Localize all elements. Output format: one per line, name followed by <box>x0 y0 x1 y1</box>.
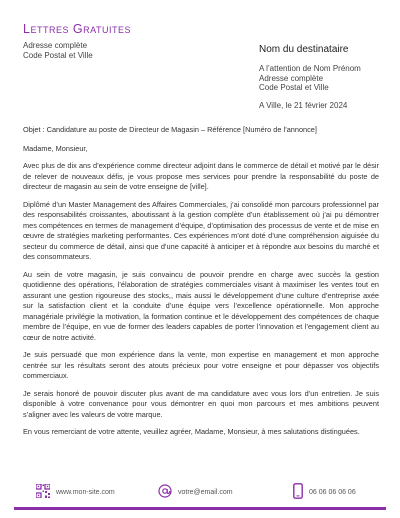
footer-phone <box>293 484 356 500</box>
qr-code-icon <box>36 484 50 500</box>
sender-address-line2: Code Postal et Ville <box>23 50 93 60</box>
recipient-name: Nom du destinataire <box>259 44 349 55</box>
recipient-address <box>259 64 361 93</box>
date-line: A Ville, le 21 février 2024 <box>259 101 348 110</box>
sender-name: Lettres Gratuites <box>23 22 131 36</box>
recipient-attention: A l’attention de Nom Prénom <box>259 64 361 73</box>
email-icon <box>158 484 172 500</box>
sender-address-line1: Adresse complète <box>23 41 88 50</box>
footer-email-text: votre@email.com <box>178 488 233 496</box>
footer-accent-bar <box>14 507 386 510</box>
recipient-address-line2: Code Postal et Ville <box>259 83 329 92</box>
footer-website <box>36 484 115 500</box>
letter-body <box>23 125 379 445</box>
footer-email <box>158 484 233 500</box>
footer-phone-text: 06 06 06 06 06 <box>309 488 356 496</box>
letter-closing: En vous remerciant de votre attente, veuillez agréer, Madame, Monsieur, à mes salutations distinguées. <box>23 427 360 436</box>
recipient-address-line1: Adresse complète <box>259 73 324 83</box>
phone-icon <box>293 483 303 501</box>
sender-address <box>23 41 93 60</box>
letter-subject: Objet : Candidature au poste de Directeur de Magasin – Référence [Numéro de l’annonce] <box>23 125 317 134</box>
letter-paragraph-4: Je suis persuadé que mon expérience dans la vente, mon expertise en management et mon approche centrée sur les résultats seront des atouts précieux pour votre enseigne et pour dépasser vos objectifs commerciaux. <box>23 350 379 380</box>
letter-paragraph-1: Avec plus de dix ans d’expérience comme directeur adjoint dans le commerce de détail et motivé par le désir de relever de nouveaux défis, je vous propose mes services pour prendre la responsabilité du poste de directeur de magasin au sein de votre enseigne de [ville]. <box>23 161 379 191</box>
letter-paragraph-2: Diplômé d’un Master Management des Affaires Commerciales, j’ai consolidé mon parcours professionnel par des responsabilités croissantes, aboutissant à la gestion complète d’un établissement où j’ai pu démontrer mes compétences en termes de management d’équipe, d’optimisation des processus de vente et de mise en œuvre de stratégies marketing performantes. Ces expériences m’ont doté d’une compréhension aiguisée du secteur du commerce de détail, ainsi que d’une capacité à anticiper et à répondre aux besoins du marché et des consommateurs. <box>23 199 379 261</box>
letter-paragraph-5: Je serais honoré de pouvoir discuter plus avant de ma candidature avec vous lors d’un entretien. Je suis disponible à votre convenance pour vous démontrer en quoi mon parcours et mes ambitions peuvent s’aligner avec les valeurs de votre marque. <box>23 388 379 419</box>
letter-salutation: Madame, Monsieur, <box>23 143 88 153</box>
letter-paragraph-3: Au sein de votre magasin, je suis convaincu de pouvoir prendre en charge avec succès la gestion quotidienne des opérations, l’élaboration de stratégies commerciales visant à maximiser les ventes tout en assurant une gestion rigoureuse des stocks,, mais aussi le développement d’une culture d’entreprise axée sur la satisfaction client et la conduite d’une équipe vers l’excellence opérationnelle. Mon approche managériale privilégie la motivation, la formation continue et le développement des compétences de chaque membre de l’équipe, en vue de former des leaders capables de porter l’innovation et l’engagement client au cœur de notre activité. <box>23 269 379 342</box>
footer-website-text: www.mon-site.com <box>56 488 115 496</box>
